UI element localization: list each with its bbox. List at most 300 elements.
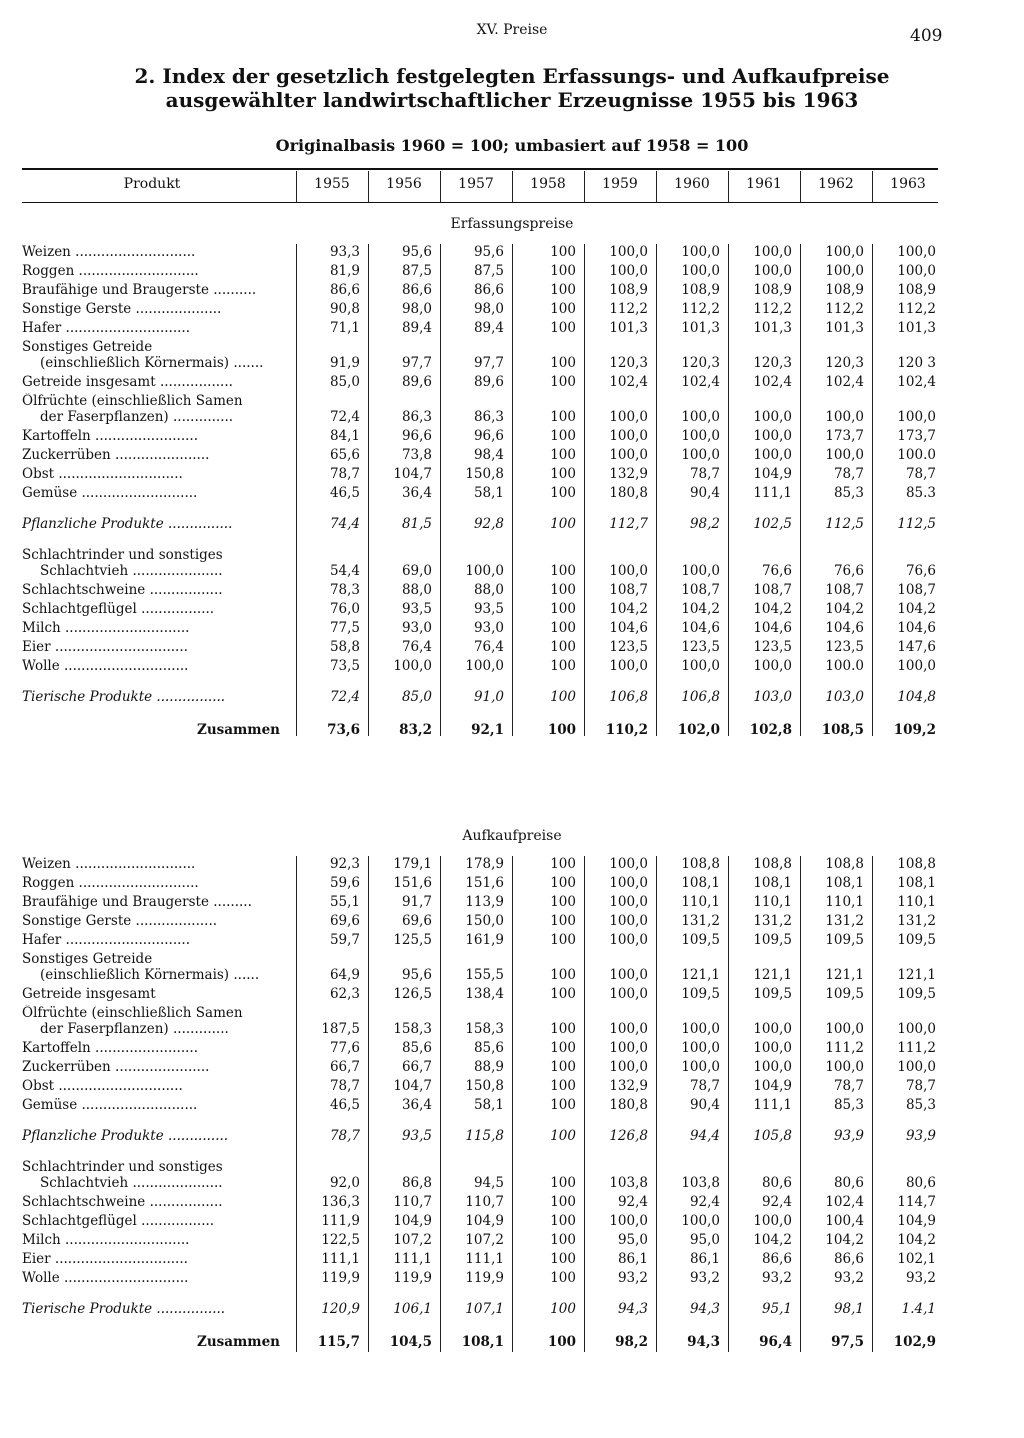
table-cell: 158,3: [393, 1021, 432, 1037]
table-cell: 121,1: [681, 967, 720, 983]
row-label: Milch .............................: [22, 1232, 190, 1248]
table-cell: 87,5: [473, 263, 504, 279]
table-cell: 88,0: [401, 582, 432, 598]
table-cell: 100: [550, 1040, 576, 1056]
row-label: (einschließlich Körnermais) ......: [40, 967, 260, 983]
table-cell: 93,2: [761, 1270, 792, 1286]
table-cell: 108,1: [461, 1334, 504, 1350]
row-label: Roggen ............................: [22, 263, 199, 279]
table-cell: 100: [550, 967, 576, 983]
table-cell: 100,0: [681, 1021, 720, 1037]
table-cell: 108,7: [609, 582, 648, 598]
column-header-year: 1963: [890, 176, 926, 192]
table-cell: 100,0: [681, 1059, 720, 1075]
table-cell: 92,1: [471, 722, 504, 738]
table-cell: 123,5: [609, 639, 648, 655]
header-column-separator: [512, 171, 513, 202]
table-cell: 121,1: [753, 967, 792, 983]
table-cell: 80,6: [761, 1175, 792, 1191]
table-cell: 111,1: [393, 1251, 432, 1267]
table-cell: 102,9: [893, 1334, 936, 1350]
row-label: Eier ...............................: [22, 639, 188, 655]
header-column-separator: [440, 171, 441, 202]
table-cell: 78,7: [329, 466, 360, 482]
table-cell: 100,0: [753, 1059, 792, 1075]
table-cell: 100: [550, 263, 576, 279]
table-cell: 104,2: [897, 601, 936, 617]
row-label: Gemüse ...........................: [22, 485, 198, 501]
row-label: Wolle .............................: [22, 658, 189, 674]
table-cell: 100: [550, 282, 576, 298]
table-cell: 109,5: [897, 932, 936, 948]
table-cell: 136,3: [321, 1194, 360, 1210]
table-cell: 93,2: [905, 1270, 936, 1286]
table-cell: 104,7: [393, 466, 432, 482]
table-cell: 100,0: [609, 856, 648, 872]
table-cell: 97,7: [473, 355, 504, 371]
table-cell: 100,0: [897, 658, 936, 674]
table-cell: 108,8: [897, 856, 936, 872]
table-cell: 100,0: [897, 244, 936, 260]
table-cell: 76,4: [401, 639, 432, 655]
table-cell: 180,8: [609, 485, 648, 501]
table-cell: 69,6: [329, 913, 360, 929]
running-header: XV. Preise: [476, 22, 548, 38]
table-cell: 100: [550, 447, 576, 463]
table-cell: 93,2: [689, 1270, 720, 1286]
table-cell: 100: [550, 894, 576, 910]
row-label: Pflanzliche Produkte ...............: [22, 516, 233, 532]
table-cell: 88,9: [473, 1059, 504, 1075]
table-cell: 100: [550, 1251, 576, 1267]
table-cell: 46,5: [329, 1097, 360, 1113]
table-cell: 111,1: [321, 1251, 360, 1267]
table-cell: 100,0: [681, 244, 720, 260]
table-cell: 100,0: [609, 932, 648, 948]
table-cell: 122,5: [321, 1232, 360, 1248]
table-cell: 102,1: [897, 1251, 936, 1267]
table-cell: 72,4: [329, 409, 360, 425]
row-label: Eier ...............................: [22, 1251, 188, 1267]
table-cell: 108,1: [753, 875, 792, 891]
table-cell: 108,8: [753, 856, 792, 872]
table-cell: 86,6: [833, 1251, 864, 1267]
row-label: Tierische Produkte ................: [22, 1301, 226, 1317]
table-cell: 100: [550, 856, 576, 872]
table-cell: 100: [550, 1097, 576, 1113]
table-cell: 100: [550, 563, 576, 579]
column-separator: [656, 856, 657, 1352]
table-cell: 86,3: [473, 409, 504, 425]
table-cell: 58,1: [473, 485, 504, 501]
table-cell: 120,3: [681, 355, 720, 371]
table-cell: 121,1: [825, 967, 864, 983]
column-separator: [296, 244, 297, 736]
table-cell: 131,2: [681, 913, 720, 929]
table-cell: 107,2: [465, 1232, 504, 1248]
table-cell: 100: [550, 409, 576, 425]
table-cell: 100: [550, 301, 576, 317]
row-label: Zusammen: [197, 722, 280, 738]
table-cell: 155,5: [465, 967, 504, 983]
table-title: [0, 64, 1024, 112]
row-label: Ölfrüchte (einschließlich Samen: [22, 393, 243, 409]
table-cell: 113,9: [465, 894, 504, 910]
table-cell: 94,3: [687, 1334, 720, 1350]
table-cell: 85,3: [905, 1097, 936, 1113]
header-top-rule: [22, 168, 938, 170]
table-cell: 95,6: [401, 967, 432, 983]
row-label: Schlachtgeflügel .................: [22, 1213, 215, 1229]
table-cell: 93,9: [905, 1128, 936, 1144]
table-cell: 100,0: [825, 244, 864, 260]
row-label: (einschließlich Körnermais) .......: [40, 355, 264, 371]
table-cell: 77,6: [329, 1040, 360, 1056]
table-cell: 59,6: [329, 875, 360, 891]
table-cell: 91,0: [473, 689, 504, 705]
table-cell: 93,3: [329, 244, 360, 260]
table-cell: 103,0: [753, 689, 792, 705]
table-cell: 104,5: [389, 1334, 432, 1350]
table-cell: 103,8: [681, 1175, 720, 1191]
table-cell: 151,6: [393, 875, 432, 891]
table-cell: 107,1: [465, 1301, 504, 1317]
table-cell: 121,1: [897, 967, 936, 983]
table-cell: 73,8: [401, 447, 432, 463]
table-cell: 173,7: [897, 428, 936, 444]
table-cell: 109,2: [893, 722, 936, 738]
table-cell: 62,3: [329, 986, 360, 1002]
table-cell: 91,7: [401, 894, 432, 910]
row-label: Schlachtrinder und sonstiges: [22, 547, 223, 563]
column-separator: [800, 244, 801, 736]
table-cell: 95,6: [401, 244, 432, 260]
table-cell: 131,2: [753, 913, 792, 929]
table-cell: 78,7: [329, 1128, 360, 1144]
table-cell: 100,0: [609, 409, 648, 425]
table-cell: 108,1: [825, 875, 864, 891]
table-cell: 100: [550, 1301, 576, 1317]
table-cell: 132,9: [609, 1078, 648, 1094]
table-cell: 81,9: [329, 263, 360, 279]
table-cell: 108,9: [609, 282, 648, 298]
table-cell: 100,0: [609, 244, 648, 260]
table-cell: 100,0: [681, 1040, 720, 1056]
table-cell: 93,0: [401, 620, 432, 636]
table-cell: 80,6: [905, 1175, 936, 1191]
table-cell: 100,0: [825, 1059, 864, 1075]
row-label: Hafer .............................: [22, 932, 190, 948]
table-cell: 112,2: [825, 301, 864, 317]
row-label: Weizen ............................: [22, 244, 196, 260]
table-cell: 100,0: [609, 913, 648, 929]
table-cell: 131,2: [897, 913, 936, 929]
table-cell: 92,0: [329, 1175, 360, 1191]
table-cell: 73,6: [327, 722, 360, 738]
column-separator: [440, 244, 441, 736]
table-cell: 100: [550, 1232, 576, 1248]
table-cell: 100,0: [465, 563, 504, 579]
header-column-separator: [728, 171, 729, 202]
table-cell: 102,4: [609, 374, 648, 390]
table-cell: 98,0: [473, 301, 504, 317]
table-cell: 108,7: [897, 582, 936, 598]
table-cell: 98,0: [401, 301, 432, 317]
table-cell: 71,1: [329, 320, 360, 336]
table-cell: 92,4: [761, 1194, 792, 1210]
table-cell: 107,2: [393, 1232, 432, 1248]
table-cell: 104,2: [825, 601, 864, 617]
table-cell: 150,8: [465, 466, 504, 482]
table-cell: 100,0: [825, 447, 864, 463]
table-cell: 69,6: [401, 913, 432, 929]
table-cell: 110,7: [465, 1194, 504, 1210]
table-cell: 86,6: [761, 1251, 792, 1267]
row-label: Getreide insgesamt: [22, 986, 156, 1002]
row-label: der Faserpflanzen) ..............: [40, 409, 234, 425]
table-cell: 100,0: [825, 409, 864, 425]
table-cell: 88,0: [473, 582, 504, 598]
row-label: Zuckerrüben ......................: [22, 1059, 210, 1075]
table-cell: 110,1: [753, 894, 792, 910]
table-cell: 109,5: [897, 986, 936, 1002]
table-cell: 102,4: [825, 374, 864, 390]
table-cell: 36,4: [401, 1097, 432, 1113]
table-cell: 103,0: [825, 689, 864, 705]
table-cell: 110,1: [825, 894, 864, 910]
table-cell: 96,6: [401, 428, 432, 444]
table-cell: 100,0: [609, 986, 648, 1002]
table-cell: 108,9: [897, 282, 936, 298]
column-header-year: 1955: [314, 176, 350, 192]
row-label: Kartoffeln ........................: [22, 1040, 199, 1056]
table-cell: 86,8: [401, 1175, 432, 1191]
row-label: Schlachtgeflügel .................: [22, 601, 215, 617]
table-cell: 100: [550, 374, 576, 390]
table-cell: 123,5: [825, 639, 864, 655]
row-label: Wolle .............................: [22, 1270, 189, 1286]
table-cell: 112,5: [825, 516, 864, 532]
table-cell: 147,6: [897, 639, 936, 655]
column-header-year: 1960: [674, 176, 710, 192]
row-label: Schlachtschweine .................: [22, 582, 223, 598]
table-cell: 104,2: [609, 601, 648, 617]
column-separator: [296, 856, 297, 1352]
table-cell: 100,0: [681, 428, 720, 444]
table-cell: 95,1: [761, 1301, 792, 1317]
table-cell: 85,6: [473, 1040, 504, 1056]
table-cell: 78,3: [329, 582, 360, 598]
table-cell: 100,0: [753, 263, 792, 279]
table-cell: 100,0: [609, 447, 648, 463]
table-cell: 120,3: [609, 355, 648, 371]
table-cell: 77,5: [329, 620, 360, 636]
row-label: Schlachtvieh .....................: [40, 563, 223, 579]
table-cell: 100: [550, 1175, 576, 1191]
table-cell: 106,8: [609, 689, 648, 705]
table-cell: 100: [550, 466, 576, 482]
table-cell: 100,0: [609, 1059, 648, 1075]
table-cell: 123,5: [681, 639, 720, 655]
table-cell: 100,0: [609, 967, 648, 983]
row-label: Sonstiges Getreide: [22, 339, 153, 355]
table-cell: 72,4: [329, 689, 360, 705]
table-cell: 108,9: [825, 282, 864, 298]
table-cell: 131,2: [825, 913, 864, 929]
table-cell: 65,6: [329, 447, 360, 463]
table-cell: 119,9: [393, 1270, 432, 1286]
table-cell: 100,0: [681, 447, 720, 463]
table-cell: 100: [547, 722, 576, 738]
table-cell: 123,5: [753, 639, 792, 655]
table-cell: 112,2: [753, 301, 792, 317]
table-cell: 80,6: [833, 1175, 864, 1191]
column-header-year: 1956: [386, 176, 422, 192]
table-cell: 104,9: [753, 1078, 792, 1094]
table-cell: 132,9: [609, 466, 648, 482]
row-label: Schlachtvieh .....................: [40, 1175, 223, 1191]
header-column-separator: [800, 171, 801, 202]
table-cell: 98,2: [689, 516, 720, 532]
table-cell: 104,9: [897, 1213, 936, 1229]
column-header-year: 1958: [530, 176, 566, 192]
table-cell: 78,7: [689, 1078, 720, 1094]
row-label: Obst .............................: [22, 466, 183, 482]
table-cell: 69,0: [401, 563, 432, 579]
table-cell: 158,3: [465, 1021, 504, 1037]
table-cell: 108,8: [681, 856, 720, 872]
table-cell: 106,1: [393, 1301, 432, 1317]
table-cell: 93,5: [401, 601, 432, 617]
table-cell: 76,6: [833, 563, 864, 579]
table-cell: 100,0: [753, 658, 792, 674]
column-separator: [872, 244, 873, 736]
title-line-1: 2. Index der gesetzlich festgelegten Erfassungs- und Aufkaufpreise: [134, 64, 890, 88]
table-cell: 86,6: [329, 282, 360, 298]
table-cell: 101,3: [825, 320, 864, 336]
row-label: Zusammen: [197, 1334, 280, 1350]
table-cell: 100: [550, 689, 576, 705]
table-cell: 102,8: [749, 722, 792, 738]
table-cell: 100,0: [753, 428, 792, 444]
table-cell: 87,5: [401, 263, 432, 279]
section-title: Erfassungspreise: [450, 216, 574, 232]
table-cell: 100: [550, 355, 576, 371]
table-cell: 103,8: [609, 1175, 648, 1191]
table-cell: 78,7: [905, 1078, 936, 1094]
table-cell: 115,8: [465, 1128, 504, 1144]
table-cell: 98,2: [615, 1334, 648, 1350]
table-cell: 108,5: [821, 722, 864, 738]
table-cell: 93,0: [473, 620, 504, 636]
table-cell: 100.0: [825, 658, 864, 674]
table-cell: 120,9: [321, 1301, 360, 1317]
header-column-separator: [872, 171, 873, 202]
table-cell: 94,5: [473, 1175, 504, 1191]
table-cell: 91,9: [329, 355, 360, 371]
table-cell: 94,4: [689, 1128, 720, 1144]
table-cell: 81,5: [401, 516, 432, 532]
header-column-separator: [656, 171, 657, 202]
table-cell: 85,0: [401, 689, 432, 705]
table-cell: 102,0: [677, 722, 720, 738]
table-cell: 100,0: [609, 1213, 648, 1229]
table-cell: 101,3: [897, 320, 936, 336]
table-cell: 86,1: [689, 1251, 720, 1267]
table-cell: 97,5: [831, 1334, 864, 1350]
table-cell: 100,0: [393, 658, 432, 674]
table-cell: 89,6: [401, 374, 432, 390]
table-cell: 100,0: [897, 409, 936, 425]
row-label: Tierische Produkte ................: [22, 689, 226, 705]
table-cell: 83,2: [399, 722, 432, 738]
table-cell: 64,9: [329, 967, 360, 983]
table-cell: 93,2: [617, 1270, 648, 1286]
table-cell: 93,5: [401, 1128, 432, 1144]
table-cell: 104,2: [681, 601, 720, 617]
table-cell: 93,2: [833, 1270, 864, 1286]
table-cell: 112,5: [897, 516, 936, 532]
table-cell: 85,0: [329, 374, 360, 390]
table-cell: 85,3: [833, 1097, 864, 1113]
column-separator: [872, 856, 873, 1352]
table-cell: 108,1: [681, 875, 720, 891]
table-cell: 100: [550, 639, 576, 655]
column-separator: [512, 244, 513, 736]
table-cell: 108,1: [897, 875, 936, 891]
table-cell: 95,0: [689, 1232, 720, 1248]
row-label: Getreide insgesamt .................: [22, 374, 233, 390]
table-cell: 108,7: [753, 582, 792, 598]
table-cell: 108,9: [753, 282, 792, 298]
table-cell: 126,8: [609, 1128, 648, 1144]
table-cell: 85.3: [905, 485, 936, 501]
row-label: Schlachtrinder und sonstiges: [22, 1159, 223, 1175]
table-cell: 66,7: [329, 1059, 360, 1075]
column-separator: [728, 244, 729, 736]
table-cell: 105,8: [753, 1128, 792, 1144]
table-cell: 100: [550, 320, 576, 336]
table-cell: 100: [550, 1078, 576, 1094]
table-cell: 76,4: [473, 639, 504, 655]
table-cell: 109,5: [753, 932, 792, 948]
table-cell: 104,6: [825, 620, 864, 636]
table-cell: 58,1: [473, 1097, 504, 1113]
table-cell: 100,0: [609, 894, 648, 910]
table-cell: 114,7: [897, 1194, 936, 1210]
table-cell: 110,2: [605, 722, 648, 738]
table-cell: 104,6: [609, 620, 648, 636]
table-cell: 109,5: [681, 986, 720, 1002]
table-cell: 138,4: [465, 986, 504, 1002]
table-cell: 119,9: [321, 1270, 360, 1286]
table-cell: 111,1: [465, 1251, 504, 1267]
column-separator: [584, 244, 585, 736]
table-cell: 178,9: [465, 856, 504, 872]
table-cell: 109,5: [681, 932, 720, 948]
table-cell: 110,7: [393, 1194, 432, 1210]
table-cell: 86,6: [401, 282, 432, 298]
table-cell: 161,9: [465, 932, 504, 948]
table-cell: 92,8: [473, 516, 504, 532]
table-cell: 100,0: [825, 263, 864, 279]
table-cell: 95,6: [473, 244, 504, 260]
table-cell: 54,4: [329, 563, 360, 579]
table-cell: 66,7: [401, 1059, 432, 1075]
table-cell: 108,7: [825, 582, 864, 598]
table-cell: 95,0: [617, 1232, 648, 1248]
table-cell: 76,0: [329, 601, 360, 617]
